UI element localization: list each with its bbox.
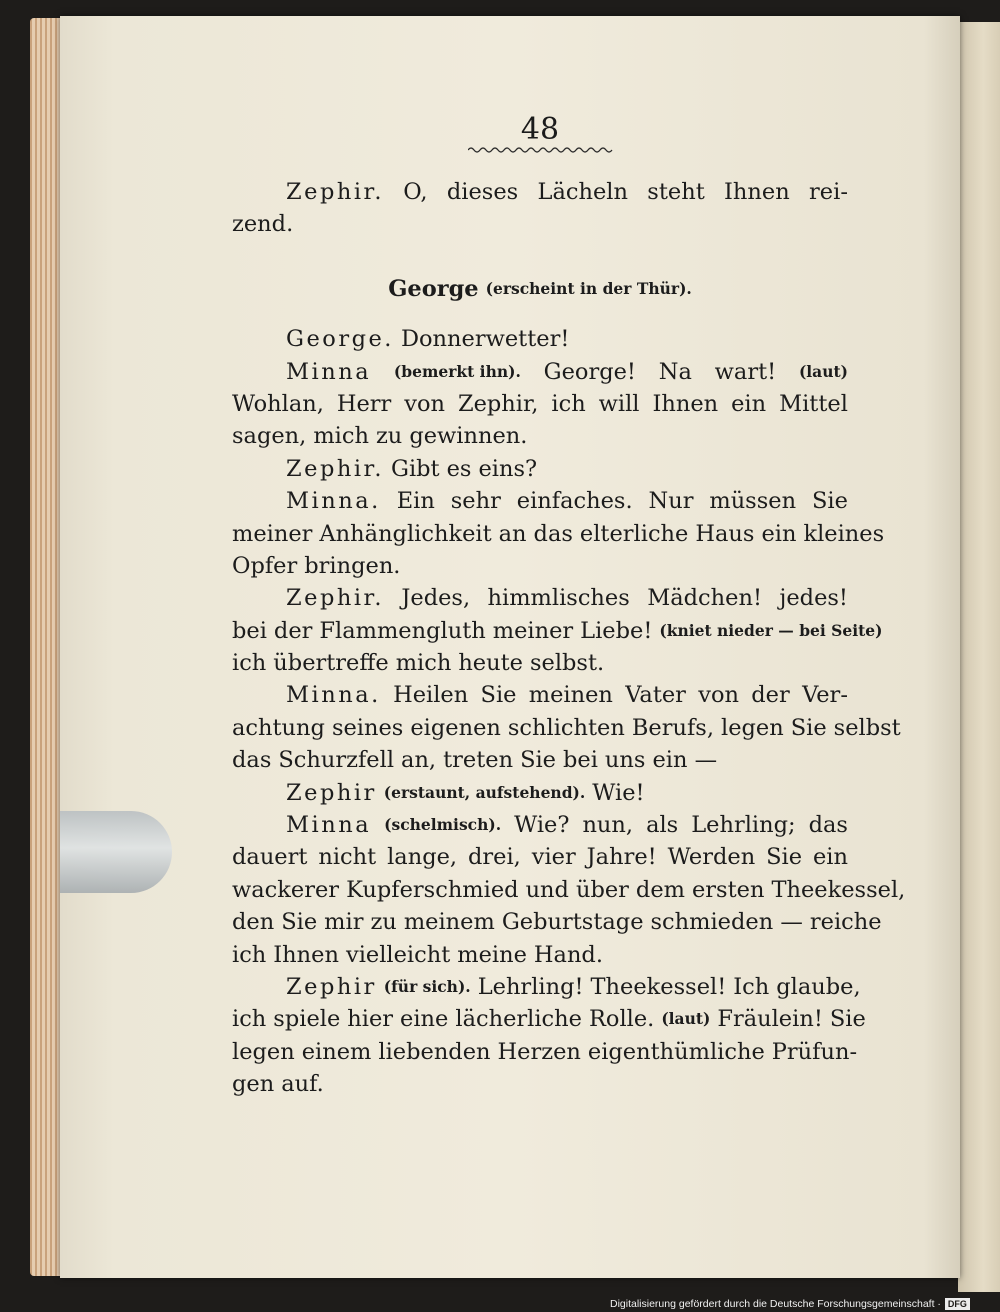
- page-text: [232, 176, 906, 1101]
- text-line: [232, 615, 883, 647]
- word: will: [598, 390, 640, 417]
- facing-page-edge: [958, 22, 1000, 1292]
- word: Werden: [667, 844, 756, 871]
- text-line: [232, 485, 848, 517]
- word: Berufs,: [631, 714, 714, 741]
- word: über: [575, 876, 629, 903]
- speaker-name: George.: [286, 326, 394, 353]
- word: Sie: [812, 488, 848, 515]
- word: mich: [395, 650, 452, 677]
- word: eine: [400, 1006, 449, 1033]
- word: Wohlan,: [232, 390, 324, 417]
- text-line: [232, 679, 848, 711]
- word: Donnerwetter!: [400, 326, 570, 353]
- word: mich: [313, 423, 369, 450]
- word: Lächeln: [537, 179, 628, 205]
- word: zu: [375, 423, 403, 450]
- page-clip: [60, 811, 172, 893]
- text-line: [232, 1036, 858, 1068]
- speaker-name: Minna.: [286, 488, 381, 515]
- word: übertreffe: [273, 650, 389, 677]
- word: O,: [403, 179, 428, 205]
- word: nicht: [318, 844, 377, 871]
- text-line: [232, 712, 901, 744]
- word: ich: [232, 650, 267, 677]
- word: ein: [812, 844, 848, 871]
- word: das: [533, 520, 573, 547]
- word: und: [525, 876, 569, 903]
- word: Wie!: [592, 779, 645, 806]
- credit-text: Digitalisierung gefördert durch die Deutsche Forschungsgemeinschaft ·: [610, 1297, 941, 1310]
- word: dem: [635, 876, 685, 903]
- word: mir: [324, 909, 364, 936]
- word: Gibt: [390, 455, 440, 482]
- word: von: [698, 682, 739, 709]
- word: zu: [370, 909, 397, 936]
- text-line: [232, 906, 882, 938]
- word: seines: [331, 714, 404, 741]
- word: Flammengluth: [319, 617, 486, 644]
- word: nun,: [582, 812, 634, 839]
- word: Opfer: [232, 552, 298, 579]
- word: Heilen: [393, 682, 469, 709]
- word: Mädchen!: [647, 585, 762, 612]
- word: eigenen: [410, 714, 501, 741]
- word: Lehrling;: [691, 812, 796, 839]
- stage-direction: (erscheint in der Thür).: [485, 278, 692, 298]
- word: bringen.: [304, 552, 401, 579]
- word: ich: [551, 390, 586, 417]
- word: der: [273, 617, 313, 644]
- word: der: [751, 682, 790, 709]
- word: von: [404, 390, 445, 417]
- text-line: [232, 777, 848, 809]
- text-line: [232, 841, 848, 873]
- word: legen: [721, 714, 784, 741]
- word: Sie: [790, 714, 827, 741]
- text-line: [232, 388, 848, 420]
- paragraph-gap: [232, 241, 848, 273]
- word: Prüfun-: [771, 1038, 858, 1065]
- word: glaube,: [776, 973, 861, 1000]
- word: Ein: [396, 488, 435, 515]
- word: schmieden —: [650, 909, 803, 936]
- text-line: [232, 208, 848, 240]
- word: sagen,: [232, 423, 307, 450]
- word: jedes!: [779, 585, 848, 612]
- word: Geburtstage: [501, 909, 644, 936]
- speaker-name: Zephir: [286, 973, 377, 1000]
- word: bei: [563, 747, 598, 774]
- word: ein: [731, 390, 767, 417]
- text-line: [232, 939, 848, 971]
- word: es: [446, 455, 472, 482]
- word: den: [232, 909, 275, 936]
- text-line: [232, 647, 848, 679]
- text-line: [232, 453, 848, 485]
- speaker-name: Minna: [286, 812, 372, 839]
- speaker-name: Zephir.: [286, 179, 384, 205]
- word: selbst: [833, 714, 901, 741]
- word: Sie: [281, 909, 318, 936]
- word: reiche: [809, 909, 882, 936]
- word: wart!: [714, 358, 777, 385]
- word: treten: [443, 747, 514, 774]
- text-line: [232, 971, 861, 1003]
- speaker-name: Minna: [286, 358, 372, 385]
- paragraph-gap: [232, 305, 848, 323]
- text-line: [232, 874, 906, 906]
- word: Wie?: [514, 812, 570, 839]
- speaker-name: Zephir: [286, 779, 377, 806]
- word: vielleicht: [345, 941, 451, 968]
- text-line: [232, 176, 848, 208]
- text-line: [232, 518, 885, 550]
- word: meiner: [492, 617, 574, 644]
- word: Lehrling!: [477, 973, 584, 1000]
- word: himmlisches: [487, 585, 630, 612]
- word: lange,: [387, 844, 458, 871]
- word: Ihnen: [652, 390, 719, 417]
- word: Kupferschmied: [346, 876, 519, 903]
- word: dieses: [446, 179, 519, 205]
- word: drei,: [468, 844, 521, 871]
- word: meinem: [403, 909, 495, 936]
- speaker-name: George: [388, 275, 479, 302]
- text-line: [232, 420, 848, 452]
- word: gewinnen.: [409, 423, 528, 450]
- word: achtung: [232, 714, 325, 741]
- word: rei-: [809, 179, 848, 205]
- word: wackerer: [232, 876, 340, 903]
- word: elterliche: [579, 520, 689, 547]
- word: meine: [457, 941, 527, 968]
- text-line: [232, 550, 848, 582]
- stage-direction: (schelmisch).: [384, 815, 502, 835]
- text-line: [232, 273, 848, 305]
- word: legen: [232, 1038, 295, 1065]
- stage-direction: (bemerkt ihn).: [393, 361, 521, 381]
- dfg-logo-icon: DFG: [945, 1298, 970, 1310]
- word: Herr: [336, 390, 392, 417]
- text-line: [232, 1068, 848, 1100]
- word: Sie: [766, 844, 803, 871]
- word: gen: [232, 1071, 275, 1098]
- page-number: 48: [520, 112, 560, 147]
- stage-direction: (laut): [661, 1009, 711, 1029]
- word: Ich: [733, 973, 770, 1000]
- digitization-credit: [610, 1295, 1000, 1312]
- word: eins?: [478, 455, 538, 482]
- word: Vater: [625, 682, 686, 709]
- speaker-name: Zephir.: [286, 455, 384, 482]
- word: ein: [761, 520, 797, 547]
- stage-direction: (für sich).: [383, 976, 471, 996]
- word: ein —: [652, 747, 718, 774]
- stage-direction: (kniet nieder — bei Seite): [659, 620, 883, 640]
- word: Anhänglichkeit: [319, 520, 492, 547]
- stage-direction: (laut): [798, 361, 848, 381]
- word: lächerliche: [455, 1006, 582, 1033]
- word: vier: [531, 844, 576, 871]
- word: kleines: [803, 520, 885, 547]
- word: ich: [232, 941, 267, 968]
- word: das: [808, 812, 848, 839]
- word: hier: [347, 1006, 394, 1033]
- word: Liebe!: [580, 617, 653, 644]
- word: Jedes,: [401, 585, 471, 612]
- word: Ihnen: [273, 941, 339, 968]
- word: Ihnen: [724, 179, 790, 205]
- word: das: [232, 747, 272, 774]
- word: an,: [401, 747, 437, 774]
- word: bei: [232, 617, 267, 644]
- word: an: [498, 520, 527, 547]
- stage-direction: (erstaunt, aufstehend).: [383, 782, 586, 802]
- word: Rolle.: [588, 1006, 655, 1033]
- text-line: [232, 356, 848, 388]
- word: steht: [647, 179, 705, 205]
- word: Schurzfell: [278, 747, 395, 774]
- word: Herzen: [497, 1038, 581, 1065]
- word: ersten: [691, 876, 765, 903]
- word: Sie: [520, 747, 556, 774]
- wavy-rule-ornament: [468, 146, 614, 154]
- word: spiele: [273, 1006, 341, 1033]
- word: schlichten: [507, 714, 625, 741]
- word: liebenden: [378, 1038, 491, 1065]
- word: heute: [458, 650, 523, 677]
- word: Hand.: [533, 941, 603, 968]
- text-line: [232, 323, 848, 355]
- text-line: [232, 809, 848, 841]
- word: Sie: [480, 682, 517, 709]
- word: Sie: [829, 1006, 866, 1033]
- word: müssen: [709, 488, 797, 515]
- word: meiner: [232, 520, 313, 547]
- word: Jahre!: [586, 844, 657, 871]
- speaker-name: Minna.: [286, 682, 381, 709]
- text-line: [232, 582, 848, 614]
- word: ich: [232, 1006, 267, 1033]
- text-line: [232, 744, 848, 776]
- word: Theekessel,: [771, 876, 906, 903]
- word: als: [646, 812, 679, 839]
- word: Na: [658, 358, 692, 385]
- word: einem: [301, 1038, 372, 1065]
- word: Mittel: [779, 390, 848, 417]
- word: einfaches.: [516, 488, 633, 515]
- word: eigenthümliche: [587, 1038, 765, 1065]
- word: meinen: [528, 682, 613, 709]
- word: Zephir,: [457, 390, 539, 417]
- word: selbst.: [529, 650, 605, 677]
- word: George!: [543, 358, 636, 385]
- speaker-name: Zephir.: [286, 585, 384, 612]
- word: Theekessel!: [590, 973, 727, 1000]
- word: Nur: [648, 488, 694, 515]
- word: Fräulein!: [717, 1006, 823, 1033]
- word: Haus: [695, 520, 755, 547]
- word: zend.: [232, 211, 294, 238]
- word: auf.: [281, 1071, 324, 1098]
- word: sehr: [450, 488, 501, 515]
- word: dauert: [232, 844, 308, 871]
- word: Ver-: [802, 682, 848, 709]
- text-line: [232, 1003, 866, 1035]
- word: uns: [604, 747, 646, 774]
